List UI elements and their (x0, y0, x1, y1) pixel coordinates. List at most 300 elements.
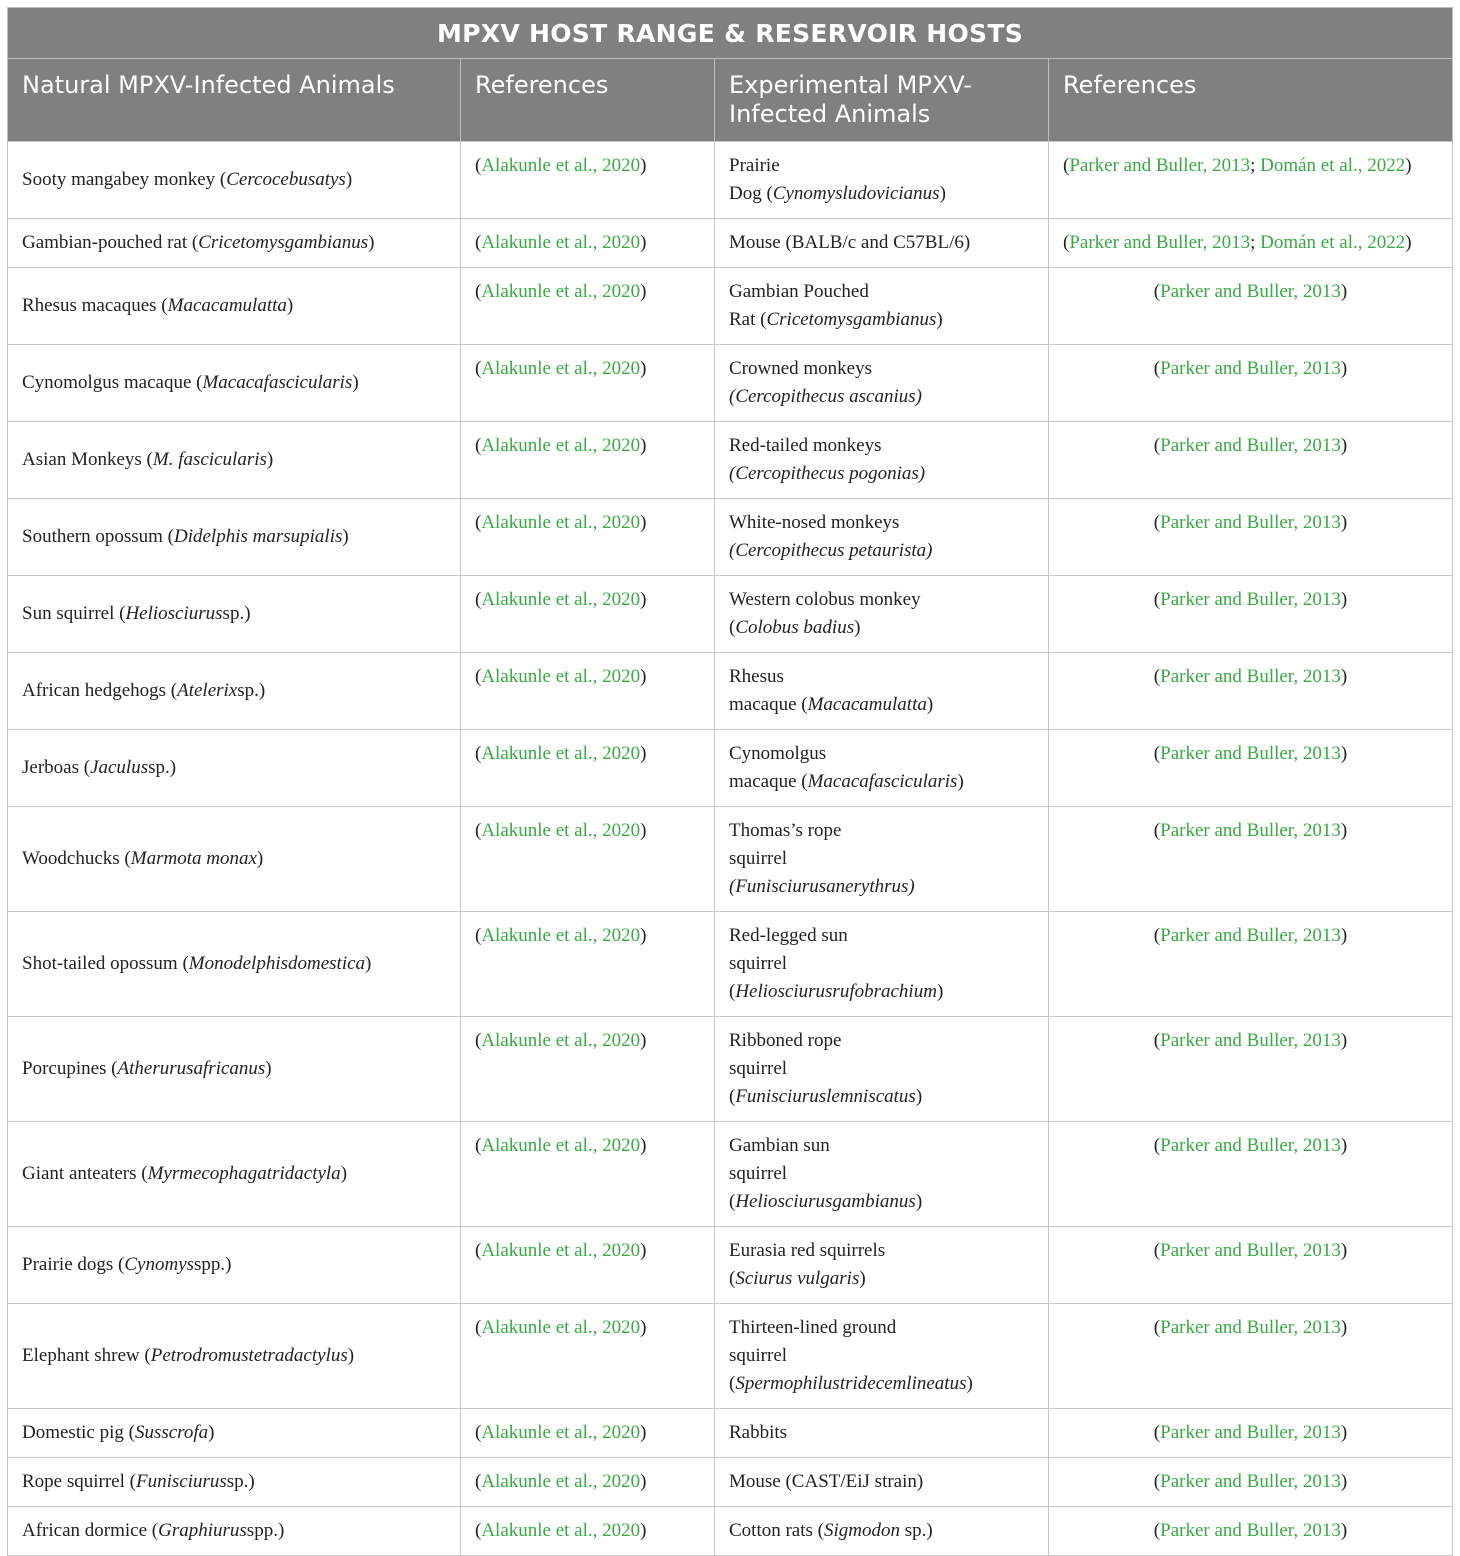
paren-close: ) (915, 1191, 923, 1212)
paren-close: ) (640, 435, 647, 456)
natural-animal-cell (8, 142, 461, 219)
paren-close: ) (936, 981, 944, 1002)
paren-open: ( (475, 358, 482, 379)
animal-common-name: Gambian-pouched rat ( (22, 232, 199, 253)
paren-close: ) (265, 1058, 272, 1079)
header-experimental-animals: Experimental MPXV-Infected Animals (715, 59, 1049, 142)
citation-link-alakunle[interactable]: Alakunle et al., 2020 (481, 666, 641, 687)
paren-open: ( (475, 1471, 482, 1492)
animal-common-name: Prairie (729, 155, 780, 176)
natural-animal-cell (8, 1122, 461, 1227)
animal-species-name: Didelphis marsupialis (174, 526, 343, 547)
paren-close: ) (1340, 666, 1348, 687)
animal-species-name: Myrmecophagatridactyla (147, 1163, 341, 1184)
table-row (8, 1409, 1453, 1458)
paren-close: ) (926, 694, 934, 715)
citation-link-parker[interactable]: Parker and Buller, 2013 (1160, 925, 1341, 946)
experimental-animal-cell (715, 1409, 1049, 1458)
animal-common-name: White-nosed monkeys (729, 512, 900, 533)
table-container (7, 7, 1452, 1556)
citation-link-alakunle[interactable]: Alakunle et al., 2020 (481, 358, 641, 379)
animal-common-name: Eurasia red squirrels (729, 1240, 886, 1261)
citation-link-parker[interactable]: Parker and Buller, 2013 (1069, 155, 1251, 176)
experimental-animal-cell (715, 1458, 1049, 1507)
animal-species-name: Cricetomysgambianus (766, 309, 937, 330)
animal-species-name: Spermophilustridecemlineatus (735, 1373, 967, 1394)
paren-close: ) (1340, 1520, 1348, 1541)
animal-common-name: African dormice ( (22, 1520, 159, 1541)
animal-common-name: Rhesus macaques ( (22, 295, 168, 316)
paren-close: ) (1340, 1240, 1348, 1261)
species-suffix: sp.) (222, 603, 251, 624)
natural-animal-cell (8, 1458, 461, 1507)
paren-close: ) (915, 1086, 923, 1107)
animal-common-name-cont: Dog ( (729, 183, 773, 204)
table-row (8, 422, 1453, 499)
paren-open: ( (1153, 1135, 1161, 1156)
paren-open: ( (1153, 435, 1161, 456)
animal-common-name-cont: Rat ( (729, 309, 767, 330)
citation-link-parker[interactable]: Parker and Buller, 2013 (1160, 1422, 1341, 1443)
experimental-reference-cell (1049, 268, 1453, 345)
animal-species-name: Colobus badius (735, 617, 855, 638)
citation-link-alakunle[interactable]: Alakunle et al., 2020 (481, 232, 641, 253)
natural-reference-cell (461, 345, 715, 422)
paren-close: ) (256, 848, 264, 869)
paren-close: ) (640, 358, 647, 379)
natural-reference-cell (461, 912, 715, 1017)
citation-link-alakunle[interactable]: Alakunle et al., 2020 (481, 281, 641, 302)
table-row (8, 1017, 1453, 1122)
paren-close: ) (266, 449, 274, 470)
animal-species-name: Macacamulatta (807, 694, 927, 715)
citation-link-parker[interactable]: Parker and Buller, 2013 (1160, 358, 1341, 379)
animal-common-name: Cynomolgus macaque ( (22, 372, 203, 393)
citation-link-parker[interactable]: Parker and Buller, 2013 (1160, 666, 1341, 687)
paren-close: ) (640, 232, 647, 253)
natural-animal-cell (8, 912, 461, 1017)
experimental-reference-cell (1049, 499, 1453, 576)
animal-species-name: Macacafascicularis (807, 771, 958, 792)
table-row (8, 268, 1453, 345)
experimental-reference-cell (1049, 653, 1453, 730)
citation-link-parker[interactable]: Parker and Buller, 2013 (1160, 1240, 1341, 1261)
natural-reference-cell (461, 268, 715, 345)
paren-close: ) (1340, 435, 1348, 456)
table-row (8, 730, 1453, 807)
citation-link-parker[interactable]: Parker and Buller, 2013 (1160, 1030, 1341, 1051)
paren-open: ( (1153, 1030, 1161, 1051)
citation-link-parker[interactable]: Parker and Buller, 2013 (1160, 1135, 1341, 1156)
animal-species-name: Susscrofa (134, 1422, 209, 1443)
paren-close: ) (966, 1373, 973, 1394)
paren-open: ( (475, 820, 482, 841)
paren-close: ) (1340, 281, 1348, 302)
paren-open: ( (475, 232, 482, 253)
paren-open: ( (475, 281, 482, 302)
natural-animal-cell (8, 219, 461, 268)
experimental-animal-cell (715, 345, 1049, 422)
table-row (8, 576, 1453, 653)
paren-close: ) (1405, 232, 1412, 253)
paren-open: ( (729, 1268, 736, 1289)
experimental-reference-cell (1049, 1122, 1453, 1227)
animal-common-name: Asian Monkeys ( (22, 449, 153, 470)
citation-link-alakunle[interactable]: Alakunle et al., 2020 (481, 512, 641, 533)
experimental-reference-cell (1049, 1017, 1453, 1122)
paren-close: ) (368, 232, 375, 253)
paren-close: ) (1340, 820, 1348, 841)
natural-animal-cell (8, 653, 461, 730)
table-row (8, 653, 1453, 730)
citation-link-alakunle[interactable]: Alakunle et al., 2020 (481, 1240, 641, 1261)
citation-link-alakunle[interactable]: Alakunle et al., 2020 (481, 435, 641, 456)
paren-close: ) (957, 771, 964, 792)
animal-common-name: Rabbits (729, 1422, 788, 1443)
citation-link-parker[interactable]: Parker and Buller, 2013 (1069, 232, 1251, 253)
paren-close: ) (1405, 155, 1412, 176)
paren-close: ) (640, 1030, 647, 1051)
experimental-animal-cell (715, 807, 1049, 912)
paren-close: ) (640, 1422, 647, 1443)
animal-common-name: Mouse (BALB/c and C57BL/6) (729, 232, 971, 253)
citation-link-parker[interactable]: Parker and Buller, 2013 (1160, 512, 1341, 533)
animal-common-name: Thirteen-lined ground (729, 1317, 897, 1338)
citation-link-alakunle[interactable]: Alakunle et al., 2020 (481, 589, 641, 610)
experimental-animal-cell (715, 730, 1049, 807)
animal-common-name: Gambian Pouched (729, 281, 869, 302)
natural-animal-cell (8, 1507, 461, 1556)
animal-common-name: Red-legged sun (729, 925, 848, 946)
animal-common-name: Domestic pig ( (22, 1422, 135, 1443)
paren-open: ( (1153, 589, 1161, 610)
paren-close: ) (1340, 1135, 1348, 1156)
natural-reference-cell (461, 576, 715, 653)
animal-common-name: Ribboned rope (729, 1030, 842, 1051)
citation-link-parker[interactable]: Parker and Buller, 2013 (1160, 589, 1341, 610)
experimental-animal-cell (715, 653, 1049, 730)
citation-link-doman[interactable]: Domán et al., 2022 (1260, 155, 1406, 176)
animal-species-name: M. fascicularis (152, 449, 267, 470)
animal-common-name-cont: squirrel (729, 953, 788, 974)
animal-species-name: Heliosciurusgambianus (735, 1191, 916, 1212)
paren-open: ( (1153, 512, 1161, 533)
animal-species-name: Cynomysludovicianus (772, 183, 940, 204)
paren-open: ( (1153, 1240, 1161, 1261)
header-references-1: References (461, 59, 715, 142)
paren-open: ( (1153, 1471, 1161, 1492)
species-suffix: spp.) (194, 1254, 232, 1275)
paren-close: ) (936, 309, 943, 330)
paren-close: ) (1340, 358, 1348, 379)
species-suffix: sp.) (148, 757, 177, 778)
paren-close: ) (640, 281, 647, 302)
animal-common-name: Sun squirrel ( (22, 603, 126, 624)
species-suffix: spp.) (246, 1520, 285, 1541)
animal-species-name: Atelerix (177, 680, 238, 701)
experimental-animal-cell (715, 1122, 1049, 1227)
experimental-animal-cell (715, 219, 1049, 268)
animal-species-name: Macacafascicularis (202, 372, 353, 393)
paren-open: ( (1153, 1317, 1161, 1338)
animal-species-name: Cynomys (124, 1254, 195, 1275)
paren-open: ( (475, 1240, 482, 1261)
citation-link-alakunle[interactable]: Alakunle et al., 2020 (481, 1030, 641, 1051)
citation-link-parker[interactable]: Parker and Buller, 2013 (1160, 1317, 1341, 1338)
animal-species-name: (Funisciurusanerythrus) (729, 876, 915, 897)
experimental-reference-cell (1049, 142, 1453, 219)
natural-reference-cell (461, 1304, 715, 1409)
animal-species-name: Marmota monax (130, 848, 257, 869)
paren-close: ) (1340, 925, 1348, 946)
paren-close: ) (640, 512, 647, 533)
natural-animal-cell (8, 345, 461, 422)
experimental-reference-cell (1049, 1409, 1453, 1458)
citation-link-alakunle[interactable]: Alakunle et al., 2020 (481, 820, 641, 841)
animal-common-name: Sooty mangabey monkey ( (22, 169, 227, 190)
animal-common-name-cont: squirrel (729, 1163, 788, 1184)
paren-close: ) (640, 155, 647, 176)
paren-close: ) (1340, 589, 1348, 610)
experimental-animal-cell (715, 1227, 1049, 1304)
animal-common-name: Crowned monkeys (729, 358, 873, 379)
paren-close: ) (640, 666, 647, 687)
citation-link-parker[interactable]: Parker and Buller, 2013 (1160, 435, 1341, 456)
citation-link-alakunle[interactable]: Alakunle et al., 2020 (481, 1135, 641, 1156)
experimental-animal-cell (715, 912, 1049, 1017)
animal-common-name: Porcupines ( (22, 1058, 118, 1079)
paren-close: ) (342, 526, 349, 547)
animal-common-name: Woodchucks ( (22, 848, 131, 869)
citation-link-alakunle[interactable]: Alakunle et al., 2020 (481, 155, 641, 176)
natural-reference-cell (461, 219, 715, 268)
paren-close: ) (1340, 512, 1348, 533)
animal-species-name: Sigmodon (824, 1520, 900, 1541)
species-suffix: sp.) (237, 680, 266, 701)
animal-common-name: Rhesus (729, 666, 784, 687)
paren-open: ( (475, 925, 482, 946)
paren-close: ) (854, 617, 861, 638)
natural-reference-cell (461, 422, 715, 499)
paren-open: ( (475, 1317, 482, 1338)
experimental-animal-cell (715, 142, 1049, 219)
natural-animal-cell (8, 730, 461, 807)
citation-link-alakunle[interactable]: Alakunle et al., 2020 (481, 1317, 641, 1338)
animal-common-name: Giant anteaters ( (22, 1163, 148, 1184)
animal-species-name: Funisciurus (135, 1471, 227, 1492)
natural-reference-cell (461, 807, 715, 912)
animal-species-name: Atherurusafricanus (117, 1058, 266, 1079)
animal-species-name: (Cercopithecus pogonias) (729, 463, 926, 484)
animal-common-name: Thomas’s rope (729, 820, 842, 841)
species-suffix: sp.) (900, 1520, 933, 1541)
separator: ; (1250, 232, 1261, 253)
citation-link-alakunle[interactable]: Alakunle et al., 2020 (481, 925, 641, 946)
paren-open: ( (475, 435, 482, 456)
paren-close: ) (345, 169, 353, 190)
natural-animal-cell (8, 1227, 461, 1304)
table-row (8, 1458, 1453, 1507)
animal-common-name-cont: macaque ( (729, 771, 808, 792)
experimental-animal-cell (715, 422, 1049, 499)
citation-link-parker[interactable]: Parker and Buller, 2013 (1160, 281, 1341, 302)
animal-species-name: Cricetomysgambianus (198, 232, 369, 253)
experimental-animal-cell (715, 268, 1049, 345)
paren-close: ) (640, 1520, 647, 1541)
paren-close: ) (640, 743, 647, 764)
experimental-reference-cell (1049, 1507, 1453, 1556)
animal-common-name-cont: squirrel (729, 1058, 788, 1079)
natural-reference-cell (461, 499, 715, 576)
animal-common-name: African hedgehogs ( (22, 680, 178, 701)
citation-link-parker[interactable]: Parker and Buller, 2013 (1160, 820, 1341, 841)
animal-species-name: Sciurus vulgaris (735, 1268, 860, 1289)
natural-reference-cell (461, 653, 715, 730)
separator: ; (1250, 155, 1261, 176)
animal-species-name: Cercocebusatys (226, 169, 346, 190)
natural-animal-cell (8, 422, 461, 499)
paren-close: ) (340, 1163, 348, 1184)
experimental-reference-cell (1049, 576, 1453, 653)
animal-common-name: Rope squirrel ( (22, 1471, 136, 1492)
experimental-animal-cell (715, 576, 1049, 653)
natural-reference-cell (461, 1122, 715, 1227)
natural-animal-cell (8, 807, 461, 912)
paren-close: ) (286, 295, 294, 316)
table-row (8, 1304, 1453, 1409)
table-row (8, 142, 1453, 219)
natural-reference-cell (461, 730, 715, 807)
natural-reference-cell (461, 1409, 715, 1458)
animal-species-name: Heliosciurus (125, 603, 223, 624)
paren-open: ( (475, 1030, 482, 1051)
paren-open: ( (475, 589, 482, 610)
animal-common-name: Western colobus monkey (729, 589, 921, 610)
paren-close: ) (1340, 1030, 1348, 1051)
species-suffix: sp.) (226, 1471, 255, 1492)
paren-open: ( (729, 1373, 736, 1394)
table-row (8, 1227, 1453, 1304)
natural-animal-cell (8, 1017, 461, 1122)
natural-animal-cell (8, 576, 461, 653)
paren-open: ( (475, 155, 482, 176)
paren-open: ( (475, 1135, 482, 1156)
animal-common-name-cont: macaque ( (729, 694, 808, 715)
table-row (8, 499, 1453, 576)
natural-reference-cell (461, 1507, 715, 1556)
animal-common-name: Gambian sun (729, 1135, 830, 1156)
animal-species-name: (Cercopithecus ascanius) (729, 386, 922, 407)
paren-open: ( (475, 1520, 482, 1541)
animal-species-name: Jaculus (90, 757, 149, 778)
animal-common-name-cont: squirrel (729, 848, 788, 869)
paren-open: ( (1153, 666, 1161, 687)
paren-close: ) (347, 1345, 355, 1366)
citation-link-alakunle[interactable]: Alakunle et al., 2020 (481, 1520, 641, 1541)
natural-animal-cell (8, 1304, 461, 1409)
animal-common-name: Cotton rats ( (729, 1520, 824, 1541)
table-row (8, 345, 1453, 422)
paren-open: ( (1153, 820, 1161, 841)
animal-common-name: Jerboas ( (22, 757, 91, 778)
animal-species-name: Graphiurus (158, 1520, 247, 1541)
experimental-reference-cell (1049, 345, 1453, 422)
paren-open: ( (729, 981, 736, 1002)
experimental-reference-cell (1049, 730, 1453, 807)
animal-species-name: (Cercopithecus petaurista) (729, 540, 933, 561)
paren-open: ( (475, 1422, 482, 1443)
natural-reference-cell (461, 142, 715, 219)
experimental-reference-cell (1049, 1304, 1453, 1409)
citation-link-doman[interactable]: Domán et al., 2022 (1260, 232, 1406, 253)
paren-close: ) (208, 1422, 215, 1443)
experimental-reference-cell (1049, 1458, 1453, 1507)
experimental-reference-cell (1049, 219, 1453, 268)
natural-reference-cell (461, 1227, 715, 1304)
paren-open: ( (729, 1086, 736, 1107)
paren-close: ) (1340, 1317, 1348, 1338)
paren-open: ( (1063, 232, 1070, 253)
animal-common-name: Cynomolgus (729, 743, 827, 764)
paren-open: ( (475, 666, 482, 687)
citation-link-alakunle[interactable]: Alakunle et al., 2020 (481, 1422, 641, 1443)
table-row (8, 1507, 1453, 1556)
paren-close: ) (640, 1135, 647, 1156)
experimental-animal-cell (715, 1017, 1049, 1122)
paren-open: ( (1153, 1422, 1161, 1443)
experimental-reference-cell (1049, 422, 1453, 499)
animal-common-name: Elephant shrew ( (22, 1345, 151, 1366)
paren-open: ( (1153, 358, 1161, 379)
table-row (8, 1122, 1453, 1227)
natural-animal-cell (8, 268, 461, 345)
experimental-reference-cell (1049, 912, 1453, 1017)
citation-link-alakunle[interactable]: Alakunle et al., 2020 (481, 743, 641, 764)
paren-close: ) (640, 589, 647, 610)
table-row (8, 912, 1453, 1017)
animal-common-name: Red-tailed monkeys (729, 435, 882, 456)
animal-common-name: Southern opossum ( (22, 526, 174, 547)
experimental-reference-cell (1049, 1227, 1453, 1304)
citation-link-parker[interactable]: Parker and Buller, 2013 (1160, 1471, 1341, 1492)
experimental-animal-cell (715, 499, 1049, 576)
experimental-animal-cell (715, 1304, 1049, 1409)
animal-species-name: Macacamulatta (167, 295, 287, 316)
paren-open: ( (1153, 281, 1161, 302)
animal-common-name-cont: squirrel (729, 1345, 788, 1366)
paren-close: ) (1340, 1471, 1348, 1492)
citation-link-parker[interactable]: Parker and Buller, 2013 (1160, 743, 1341, 764)
citation-link-parker[interactable]: Parker and Buller, 2013 (1160, 1520, 1341, 1541)
natural-animal-cell (8, 499, 461, 576)
table-title: MPXV HOST RANGE & RESERVOIR HOSTS (8, 8, 1453, 59)
citation-link-alakunle[interactable]: Alakunle et al., 2020 (481, 1471, 641, 1492)
experimental-animal-cell (715, 1507, 1049, 1556)
natural-animal-cell (8, 1409, 461, 1458)
animal-common-name: Shot-tailed opossum ( (22, 953, 189, 974)
paren-close: ) (939, 183, 946, 204)
experimental-reference-cell (1049, 807, 1453, 912)
paren-open: ( (729, 1191, 736, 1212)
table-body (8, 142, 1453, 1556)
paren-close: ) (640, 1471, 647, 1492)
paren-open: ( (1153, 1520, 1161, 1541)
paren-open: ( (475, 512, 482, 533)
paren-open: ( (1153, 925, 1161, 946)
natural-reference-cell (461, 1017, 715, 1122)
paren-close: ) (640, 1317, 647, 1338)
header-references-2: References (1049, 59, 1453, 142)
